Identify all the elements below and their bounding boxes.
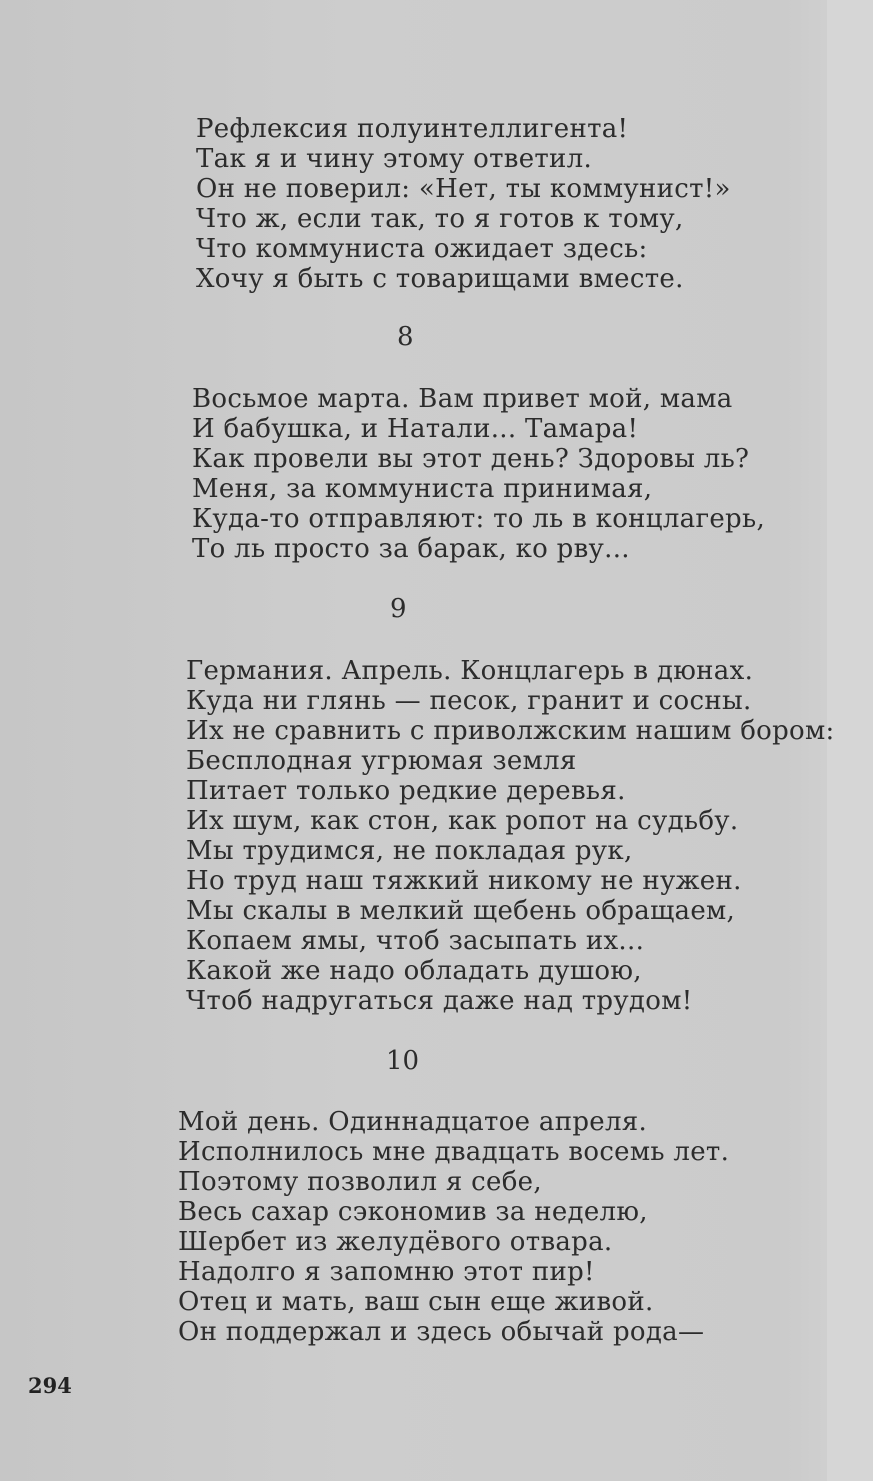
poem-line: Германия. Апрель. Концлагерь в дюнах. [186, 656, 754, 686]
poem-line: Копаем ямы, чтоб засыпать их... [186, 926, 645, 956]
page-number: 294 [28, 1373, 72, 1398]
poem-line: То ль просто за барак, ко рву... [192, 534, 630, 564]
poem-line: Весь сахар сэкономив за неделю, [178, 1197, 648, 1227]
poem-line: Хочу я быть с товарищами вместе. [196, 264, 684, 294]
stanza-10 [178, 1107, 729, 1347]
poem-line: Меня, за коммуниста принимая, [192, 474, 653, 504]
poem-line: Отец и мать, ваш сын еще живой. [178, 1287, 654, 1317]
poem-line: Чтоб надругаться даже над трудом! [186, 986, 693, 1016]
poem-line: Но труд наш тяжкий никому не нужен. [186, 866, 742, 896]
poem-line: Их не сравнить с приволжским нашим бором: [186, 716, 835, 746]
poem-line: И бабушка, и Натали... Тамара! [192, 414, 639, 444]
stanza-continuation [196, 114, 731, 294]
section-number-10: 10 [386, 1046, 420, 1076]
poem-line: Какой же надо обладать душою, [186, 956, 642, 986]
poem-line: Бесплодная угрюмая земля [186, 746, 577, 776]
poem-line: Куда ни глянь — песок, гранит и сосны. [186, 686, 752, 716]
poem-line: Рефлексия полуинтеллигента! [196, 114, 629, 144]
poem-line: Шербет из желудёвого отвара. [178, 1227, 613, 1257]
poem-line: Что коммуниста ожидает здесь: [196, 234, 648, 264]
poem-line: Как провели вы этот день? Здоровы ль? [192, 444, 750, 474]
poem-line: Мой день. Одиннадцатое апреля. [178, 1107, 648, 1137]
poem-line: Он поддержал и здесь обычай рода— [178, 1317, 705, 1347]
poem-line: Так я и чину этому ответил. [196, 144, 593, 174]
poem-line: Куда-то отправляют: то ль в концлагерь, [192, 504, 766, 534]
section-number-9: 9 [390, 594, 407, 624]
poem-line: Исполнилось мне двадцать восемь лет. [178, 1137, 730, 1167]
poem-line: Мы скалы в мелкий щебень обращаем, [186, 896, 736, 926]
poem-line: Надолго я запомню этот пир! [178, 1257, 595, 1287]
poem-line: Их шум, как стон, как ропот на судьбу. [186, 806, 739, 836]
poem-line: Поэтому позволил я себе, [178, 1167, 542, 1197]
poem-line: Восьмое марта. Вам привет мой, мама [192, 384, 733, 414]
poem-line: Питает только редкие деревья. [186, 776, 626, 806]
poem-line: Он не поверил: «Нет, ты коммунист!» [196, 174, 731, 204]
stanza-8 [192, 384, 765, 564]
poem-line: Что ж, если так, то я готов к тому, [196, 204, 684, 234]
poem-line: Мы трудимся, не покладая рук, [186, 836, 633, 866]
section-number-8: 8 [397, 322, 414, 352]
stanza-9 [186, 656, 835, 1016]
